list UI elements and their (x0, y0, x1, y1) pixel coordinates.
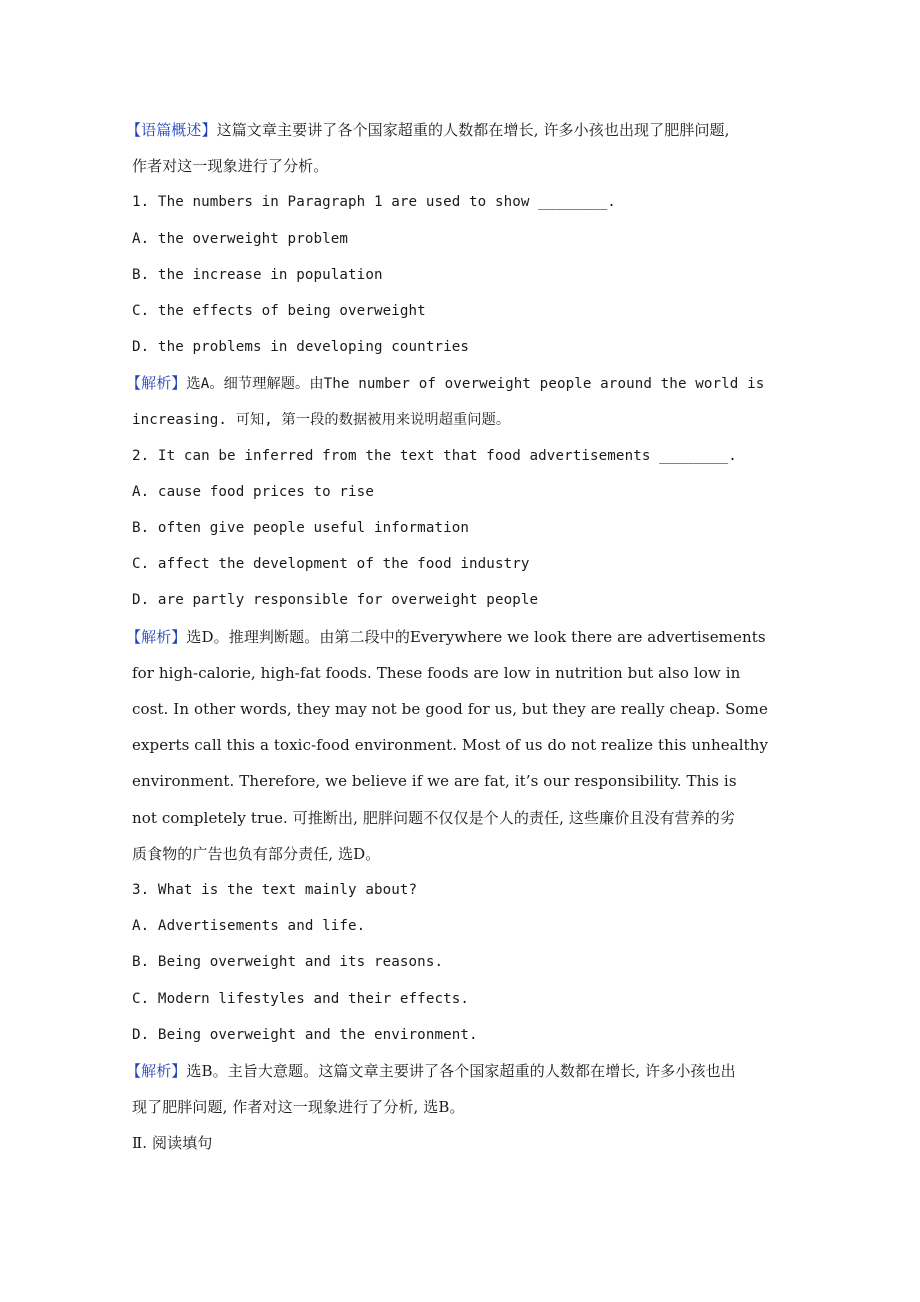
q3-question: 3. What is the text mainly about? (132, 881, 418, 898)
summary-text-1: 这篇文章主要讲了各个国家超重的人数都在增长, 许多小孩也出现了肥胖问题, (216, 121, 730, 139)
q2-analysis-line-4: experts call this a toxic-food environment. Most of us do not realize this unhealthy (132, 736, 769, 755)
section-heading: Ⅱ. 阅读填句 (132, 1134, 213, 1153)
q3-analysis-line-2: 现了肥胖问题, 作者对这一现象进行了分析, 选B。 (132, 1098, 465, 1117)
q2-analysis-line-1 (126, 619, 792, 655)
q3-analysis-line-1 (126, 1053, 792, 1089)
q2-analysis-line-6: not completely true. 可推断出, 肥胖问题不仅仅是个人的责任, 这些廉价且没有营养的劣 (132, 808, 736, 827)
q3-option-c: C. Modern lifestyles and their effects. (132, 990, 470, 1007)
document-page (126, 112, 792, 1161)
q2-analysis-tag: 【解析】 (126, 627, 187, 646)
q2-option-c: C. affect the development of the food industry (132, 556, 530, 573)
q1-analysis-tag: 【解析】 (126, 374, 187, 393)
q1-option-d: D. the problems in developing countries (132, 339, 470, 356)
q2-analysis-text-1: 选D。推理判断题。由第二段中的Everywhere we look there are advertisements (186, 627, 766, 646)
q3-option-b: B. Being overweight and its reasons. (132, 954, 444, 971)
q2-question: 2. It can be inferred from the text that food advertisements ________. (132, 447, 737, 464)
summary-line-1 (126, 112, 792, 148)
q1-analysis-line-1 (126, 365, 792, 401)
q2-option-b: B. often give people useful information (132, 520, 470, 537)
q1-question: 1. The numbers in Paragraph 1 are used to show ________. (132, 194, 616, 211)
q3-analysis-tag: 【解析】 (126, 1061, 187, 1080)
q2-option-d: D. are partly responsible for overweight people (132, 592, 539, 609)
q3-option-d: D. Being overweight and the environment. (132, 1026, 478, 1043)
q3-option-a: A. Advertisements and life. (132, 918, 366, 935)
q3-analysis-text-1: 选B。主旨大意题。这篇文章主要讲了各个国家超重的人数都在增长, 许多小孩也出 (186, 1061, 736, 1080)
q1-analysis-text-1: 选A。细节理解题。由The number of overweight people around the world is (186, 376, 765, 393)
summary-line-2: 作者对这一现象进行了分析。 (132, 157, 329, 176)
q2-analysis-line-7: 质食物的广告也负有部分责任, 选D。 (132, 844, 381, 863)
summary-tag: 【语篇概述】 (126, 121, 217, 139)
q1-option-b: B. the increase in population (132, 266, 383, 283)
q1-option-a: A. the overweight problem (132, 230, 349, 247)
q2-analysis-line-3: cost. In other words, they may not be good for us, but they are really cheap. Some (132, 700, 768, 718)
q2-analysis-line-2: for high-calorie, high-fat foods. These foods are low in nutrition but also low in (132, 663, 741, 682)
q2-analysis-line-5: environment. Therefore, we believe if we are fat, it’s our responsibility. This is (132, 772, 737, 791)
q1-option-c: C. the effects of being overweight (132, 302, 426, 319)
q1-analysis-line-2: increasing. 可知, 第一段的数据被用来说明超重问题。 (132, 411, 511, 428)
q2-option-a: A. cause food prices to rise (132, 483, 374, 500)
